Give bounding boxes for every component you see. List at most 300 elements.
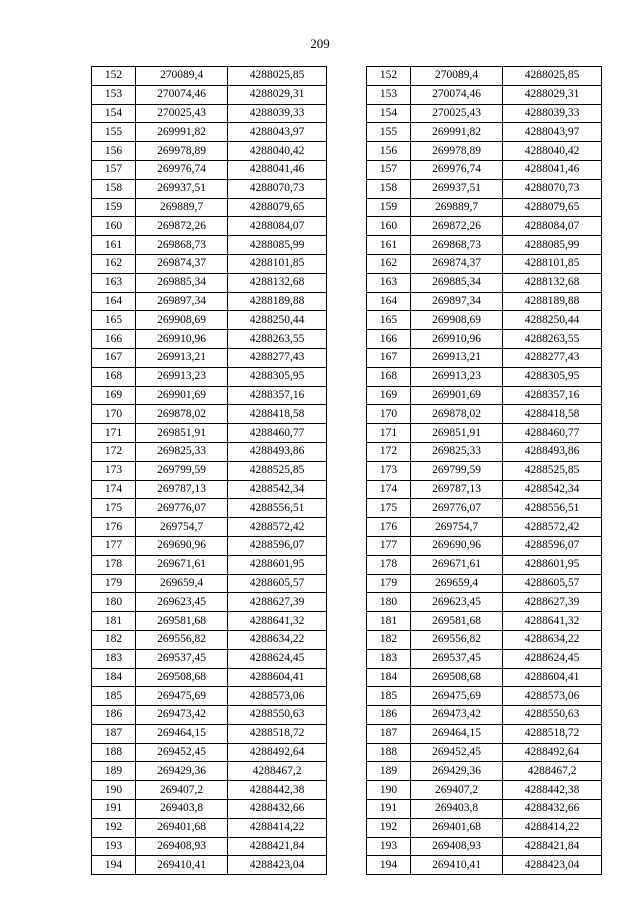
y-coordinate-cell: 4288029,31 [228, 85, 327, 104]
table-row [92, 311, 327, 330]
y-coordinate-cell: 4288641,32 [228, 612, 327, 631]
table-row [367, 104, 602, 123]
x-coordinate-cell: 269473,42 [411, 706, 503, 725]
x-coordinate-cell: 270074,46 [136, 85, 228, 104]
y-coordinate-cell: 4288572,42 [228, 518, 327, 537]
table-row [367, 386, 602, 405]
y-coordinate-cell: 4288525,85 [503, 461, 602, 480]
x-coordinate-cell: 269978,89 [411, 142, 503, 161]
y-coordinate-cell: 4288277,43 [228, 348, 327, 367]
x-coordinate-cell: 269410,41 [411, 856, 503, 875]
table-row [92, 273, 327, 292]
x-coordinate-cell: 269581,68 [136, 612, 228, 631]
x-coordinate-cell: 269901,69 [136, 386, 228, 405]
x-coordinate-cell: 270025,43 [411, 104, 503, 123]
x-coordinate-cell: 269901,69 [411, 386, 503, 405]
table-row [92, 104, 327, 123]
x-coordinate-cell: 269408,93 [136, 837, 228, 856]
x-coordinate-cell: 270074,46 [411, 85, 503, 104]
point-number-cell: 153 [367, 85, 411, 104]
x-coordinate-cell: 269464,15 [411, 724, 503, 743]
table-row [92, 800, 327, 819]
y-coordinate-cell: 4288041,46 [228, 160, 327, 179]
x-coordinate-cell: 269690,96 [136, 536, 228, 555]
coordinates-table-left [91, 66, 327, 875]
y-coordinate-cell: 4288079,65 [228, 198, 327, 217]
point-number-cell: 165 [92, 311, 136, 330]
y-coordinate-cell: 4288070,73 [228, 179, 327, 198]
point-number-cell: 186 [92, 706, 136, 725]
point-number-cell: 168 [92, 367, 136, 386]
table-row [92, 236, 327, 255]
point-number-cell: 160 [367, 217, 411, 236]
table-row [92, 706, 327, 725]
y-coordinate-cell: 4288550,63 [503, 706, 602, 725]
x-coordinate-cell: 269475,69 [136, 687, 228, 706]
point-number-cell: 194 [367, 856, 411, 875]
y-coordinate-cell: 4288432,66 [503, 800, 602, 819]
x-coordinate-cell: 269429,36 [411, 762, 503, 781]
y-coordinate-cell: 4288043,97 [503, 123, 602, 142]
x-coordinate-cell: 269556,82 [411, 630, 503, 649]
point-number-cell: 179 [92, 574, 136, 593]
table-row [367, 649, 602, 668]
y-coordinate-cell: 4288101,85 [503, 254, 602, 273]
table-row [92, 254, 327, 273]
table-row [367, 292, 602, 311]
x-coordinate-cell: 269913,23 [136, 367, 228, 386]
point-number-cell: 193 [367, 837, 411, 856]
table-row [367, 123, 602, 142]
y-coordinate-cell: 4288357,16 [228, 386, 327, 405]
x-coordinate-cell: 269885,34 [411, 273, 503, 292]
x-coordinate-cell: 269978,89 [136, 142, 228, 161]
point-number-cell: 179 [367, 574, 411, 593]
y-coordinate-cell: 4288039,33 [228, 104, 327, 123]
y-coordinate-cell: 4288070,73 [503, 179, 602, 198]
y-coordinate-cell: 4288085,99 [228, 236, 327, 255]
y-coordinate-cell: 4288277,43 [503, 348, 602, 367]
x-coordinate-cell: 269452,45 [411, 743, 503, 762]
point-number-cell: 187 [367, 724, 411, 743]
point-number-cell: 163 [92, 273, 136, 292]
x-coordinate-cell: 269976,74 [136, 160, 228, 179]
table-row [367, 179, 602, 198]
y-coordinate-cell: 4288079,65 [503, 198, 602, 217]
table-row [367, 85, 602, 104]
y-coordinate-cell: 4288040,42 [503, 142, 602, 161]
y-coordinate-cell: 4288460,77 [503, 424, 602, 443]
point-number-cell: 181 [92, 612, 136, 631]
point-number-cell: 175 [367, 499, 411, 518]
x-coordinate-cell: 269910,96 [136, 330, 228, 349]
table-row [367, 405, 602, 424]
x-coordinate-cell: 269937,51 [136, 179, 228, 198]
y-coordinate-cell: 4288572,42 [503, 518, 602, 537]
point-number-cell: 156 [92, 142, 136, 161]
table-row [92, 142, 327, 161]
point-number-cell: 170 [367, 405, 411, 424]
point-number-cell: 173 [92, 461, 136, 480]
table-row [367, 142, 602, 161]
x-coordinate-cell: 269799,59 [136, 461, 228, 480]
y-coordinate-cell: 4288492,64 [503, 743, 602, 762]
y-coordinate-cell: 4288542,34 [503, 480, 602, 499]
point-number-cell: 154 [367, 104, 411, 123]
point-number-cell: 157 [367, 160, 411, 179]
table-row [367, 781, 602, 800]
y-coordinate-cell: 4288627,39 [228, 593, 327, 612]
y-coordinate-cell: 4288101,85 [228, 254, 327, 273]
x-coordinate-cell: 269403,8 [411, 800, 503, 819]
x-coordinate-cell: 269508,68 [411, 668, 503, 687]
point-number-cell: 176 [367, 518, 411, 537]
table-row [92, 593, 327, 612]
table-row [92, 348, 327, 367]
table-row [92, 499, 327, 518]
y-coordinate-cell: 4288627,39 [503, 593, 602, 612]
x-coordinate-cell: 269776,07 [136, 499, 228, 518]
table-row [367, 800, 602, 819]
x-coordinate-cell: 269868,73 [136, 236, 228, 255]
point-number-cell: 185 [367, 687, 411, 706]
point-number-cell: 161 [92, 236, 136, 255]
y-coordinate-cell: 4288414,22 [503, 818, 602, 837]
y-coordinate-cell: 4288423,04 [228, 856, 327, 875]
x-coordinate-cell: 269825,33 [411, 442, 503, 461]
point-number-cell: 194 [92, 856, 136, 875]
point-number-cell: 171 [367, 424, 411, 443]
point-number-cell: 193 [92, 837, 136, 856]
point-number-cell: 173 [367, 461, 411, 480]
y-coordinate-cell: 4288493,86 [228, 442, 327, 461]
table-row [367, 630, 602, 649]
table-row [92, 781, 327, 800]
point-number-cell: 182 [367, 630, 411, 649]
point-number-cell: 167 [92, 348, 136, 367]
point-number-cell: 159 [367, 198, 411, 217]
point-number-cell: 178 [92, 555, 136, 574]
x-coordinate-cell: 269407,2 [136, 781, 228, 800]
table-row [92, 292, 327, 311]
table-row [92, 330, 327, 349]
x-coordinate-cell: 269408,93 [411, 837, 503, 856]
y-coordinate-cell: 4288467,2 [503, 762, 602, 781]
point-number-cell: 166 [367, 330, 411, 349]
y-coordinate-cell: 4288518,72 [228, 724, 327, 743]
y-coordinate-cell: 4288550,63 [228, 706, 327, 725]
point-number-cell: 168 [367, 367, 411, 386]
y-coordinate-cell: 4288641,32 [503, 612, 602, 631]
table-row [92, 480, 327, 499]
point-number-cell: 156 [367, 142, 411, 161]
point-number-cell: 155 [92, 123, 136, 142]
y-coordinate-cell: 4288189,88 [503, 292, 602, 311]
x-coordinate-cell: 269908,69 [411, 311, 503, 330]
point-number-cell: 177 [367, 536, 411, 555]
table-row [367, 424, 602, 443]
y-coordinate-cell: 4288596,07 [503, 536, 602, 555]
x-coordinate-cell: 269659,4 [136, 574, 228, 593]
x-coordinate-cell: 269878,02 [136, 405, 228, 424]
x-coordinate-cell: 269429,36 [136, 762, 228, 781]
table-row [92, 574, 327, 593]
x-coordinate-cell: 269407,2 [411, 781, 503, 800]
x-coordinate-cell: 270025,43 [136, 104, 228, 123]
y-coordinate-cell: 4288492,64 [228, 743, 327, 762]
point-number-cell: 177 [92, 536, 136, 555]
y-coordinate-cell: 4288442,38 [228, 781, 327, 800]
x-coordinate-cell: 269889,7 [136, 198, 228, 217]
x-coordinate-cell: 269508,68 [136, 668, 228, 687]
point-number-cell: 154 [92, 104, 136, 123]
point-number-cell: 192 [367, 818, 411, 837]
coordinates-table-right [366, 66, 602, 875]
x-coordinate-cell: 269799,59 [411, 461, 503, 480]
x-coordinate-cell: 269659,4 [411, 574, 503, 593]
x-coordinate-cell: 269401,68 [411, 818, 503, 837]
point-number-cell: 157 [92, 160, 136, 179]
table-row [367, 762, 602, 781]
x-coordinate-cell: 269787,13 [411, 480, 503, 499]
y-coordinate-cell: 4288432,66 [228, 800, 327, 819]
y-coordinate-cell: 4288250,44 [228, 311, 327, 330]
table-row [367, 367, 602, 386]
point-number-cell: 191 [92, 800, 136, 819]
y-coordinate-cell: 4288604,41 [228, 668, 327, 687]
table-row [367, 499, 602, 518]
table-row [367, 837, 602, 856]
y-coordinate-cell: 4288418,58 [228, 405, 327, 424]
table-row [367, 273, 602, 292]
table-row [92, 424, 327, 443]
y-coordinate-cell: 4288493,86 [503, 442, 602, 461]
x-coordinate-cell: 269452,45 [136, 743, 228, 762]
y-coordinate-cell: 4288601,95 [228, 555, 327, 574]
y-coordinate-cell: 4288467,2 [228, 762, 327, 781]
x-coordinate-cell: 270089,4 [411, 67, 503, 86]
point-number-cell: 180 [92, 593, 136, 612]
x-coordinate-cell: 269874,37 [411, 254, 503, 273]
table-row [367, 536, 602, 555]
point-number-cell: 188 [367, 743, 411, 762]
point-number-cell: 189 [367, 762, 411, 781]
y-coordinate-cell: 4288418,58 [503, 405, 602, 424]
x-coordinate-cell: 269872,26 [411, 217, 503, 236]
x-coordinate-cell: 269851,91 [411, 424, 503, 443]
point-number-cell: 163 [367, 273, 411, 292]
table-row [92, 179, 327, 198]
x-coordinate-cell: 269868,73 [411, 236, 503, 255]
table-row [92, 555, 327, 574]
table-row [92, 386, 327, 405]
y-coordinate-cell: 4288460,77 [228, 424, 327, 443]
x-coordinate-cell: 269776,07 [411, 499, 503, 518]
y-coordinate-cell: 4288084,07 [228, 217, 327, 236]
x-coordinate-cell: 269851,91 [136, 424, 228, 443]
y-coordinate-cell: 4288573,06 [228, 687, 327, 706]
point-number-cell: 174 [92, 480, 136, 499]
y-coordinate-cell: 4288189,88 [228, 292, 327, 311]
x-coordinate-cell: 269913,23 [411, 367, 503, 386]
point-number-cell: 192 [92, 818, 136, 837]
y-coordinate-cell: 4288624,45 [228, 649, 327, 668]
point-number-cell: 172 [92, 442, 136, 461]
y-coordinate-cell: 4288040,42 [228, 142, 327, 161]
point-number-cell: 172 [367, 442, 411, 461]
y-coordinate-cell: 4288624,45 [503, 649, 602, 668]
point-number-cell: 162 [367, 254, 411, 273]
table-row [92, 818, 327, 837]
y-coordinate-cell: 4288605,57 [503, 574, 602, 593]
y-coordinate-cell: 4288041,46 [503, 160, 602, 179]
table-row [92, 743, 327, 762]
x-coordinate-cell: 269671,61 [136, 555, 228, 574]
x-coordinate-cell: 269991,82 [136, 123, 228, 142]
page-number: 209 [310, 36, 330, 51]
table-row [367, 518, 602, 537]
table-row [367, 348, 602, 367]
table-row [367, 442, 602, 461]
x-coordinate-cell: 269889,7 [411, 198, 503, 217]
y-coordinate-cell: 4288084,07 [503, 217, 602, 236]
x-coordinate-cell: 269754,7 [411, 518, 503, 537]
y-coordinate-cell: 4288263,55 [503, 330, 602, 349]
y-coordinate-cell: 4288634,22 [503, 630, 602, 649]
table-row [92, 630, 327, 649]
x-coordinate-cell: 269787,13 [136, 480, 228, 499]
table-row [92, 442, 327, 461]
table-row [92, 612, 327, 631]
x-coordinate-cell: 269913,21 [411, 348, 503, 367]
x-coordinate-cell: 269623,45 [411, 593, 503, 612]
point-number-cell: 190 [367, 781, 411, 800]
table-row [367, 160, 602, 179]
table-row [367, 254, 602, 273]
table-row [367, 724, 602, 743]
y-coordinate-cell: 4288132,68 [228, 273, 327, 292]
x-coordinate-cell: 269878,02 [411, 405, 503, 424]
x-coordinate-cell: 269908,69 [136, 311, 228, 330]
y-coordinate-cell: 4288263,55 [228, 330, 327, 349]
y-coordinate-cell: 4288132,68 [503, 273, 602, 292]
point-number-cell: 159 [92, 198, 136, 217]
y-coordinate-cell: 4288573,06 [503, 687, 602, 706]
y-coordinate-cell: 4288556,51 [228, 499, 327, 518]
x-coordinate-cell: 269537,45 [411, 649, 503, 668]
x-coordinate-cell: 269825,33 [136, 442, 228, 461]
point-number-cell: 166 [92, 330, 136, 349]
y-coordinate-cell: 4288542,34 [228, 480, 327, 499]
x-coordinate-cell: 269403,8 [136, 800, 228, 819]
point-number-cell: 186 [367, 706, 411, 725]
point-number-cell: 183 [367, 649, 411, 668]
table-row [92, 405, 327, 424]
x-coordinate-cell: 269623,45 [136, 593, 228, 612]
y-coordinate-cell: 4288634,22 [228, 630, 327, 649]
point-number-cell: 178 [367, 555, 411, 574]
table-row [92, 198, 327, 217]
point-number-cell: 165 [367, 311, 411, 330]
y-coordinate-cell: 4288085,99 [503, 236, 602, 255]
x-coordinate-cell: 269690,96 [411, 536, 503, 555]
table-row [92, 856, 327, 875]
table-row [367, 706, 602, 725]
y-coordinate-cell: 4288305,95 [228, 367, 327, 386]
table-row [367, 555, 602, 574]
x-coordinate-cell: 269556,82 [136, 630, 228, 649]
table-row [92, 649, 327, 668]
point-number-cell: 174 [367, 480, 411, 499]
y-coordinate-cell: 4288525,85 [228, 461, 327, 480]
point-number-cell: 189 [92, 762, 136, 781]
y-coordinate-cell: 4288025,85 [228, 67, 327, 86]
y-coordinate-cell: 4288357,16 [503, 386, 602, 405]
y-coordinate-cell: 4288596,07 [228, 536, 327, 555]
table-row [367, 461, 602, 480]
x-coordinate-cell: 269976,74 [411, 160, 503, 179]
point-number-cell: 158 [367, 179, 411, 198]
table-row [92, 687, 327, 706]
point-number-cell: 152 [92, 67, 136, 86]
table-row [92, 837, 327, 856]
y-coordinate-cell: 4288604,41 [503, 668, 602, 687]
point-number-cell: 188 [92, 743, 136, 762]
point-number-cell: 181 [367, 612, 411, 631]
x-coordinate-cell: 269671,61 [411, 555, 503, 574]
table-row [367, 818, 602, 837]
point-number-cell: 169 [367, 386, 411, 405]
point-number-cell: 152 [367, 67, 411, 86]
y-coordinate-cell: 4288250,44 [503, 311, 602, 330]
table-row [367, 217, 602, 236]
table-row [367, 311, 602, 330]
y-coordinate-cell: 4288605,57 [228, 574, 327, 593]
point-number-cell: 161 [367, 236, 411, 255]
x-coordinate-cell: 269537,45 [136, 649, 228, 668]
table-row [92, 724, 327, 743]
table-row [367, 236, 602, 255]
x-coordinate-cell: 269913,21 [136, 348, 228, 367]
y-coordinate-cell: 4288025,85 [503, 67, 602, 86]
point-number-cell: 180 [367, 593, 411, 612]
point-number-cell: 191 [367, 800, 411, 819]
x-coordinate-cell: 269937,51 [411, 179, 503, 198]
point-number-cell: 162 [92, 254, 136, 273]
table-row [92, 85, 327, 104]
x-coordinate-cell: 269874,37 [136, 254, 228, 273]
table-row [92, 518, 327, 537]
table-row [92, 536, 327, 555]
point-number-cell: 176 [92, 518, 136, 537]
x-coordinate-cell: 269897,34 [411, 292, 503, 311]
x-coordinate-cell: 269872,26 [136, 217, 228, 236]
table-row [367, 330, 602, 349]
y-coordinate-cell: 4288421,84 [503, 837, 602, 856]
point-number-cell: 158 [92, 179, 136, 198]
point-number-cell: 167 [367, 348, 411, 367]
x-coordinate-cell: 269910,96 [411, 330, 503, 349]
point-number-cell: 190 [92, 781, 136, 800]
table-row [367, 480, 602, 499]
point-number-cell: 164 [367, 292, 411, 311]
y-coordinate-cell: 4288305,95 [503, 367, 602, 386]
table-row [367, 668, 602, 687]
point-number-cell: 183 [92, 649, 136, 668]
y-coordinate-cell: 4288029,31 [503, 85, 602, 104]
table-row [367, 67, 602, 86]
table-row [367, 856, 602, 875]
